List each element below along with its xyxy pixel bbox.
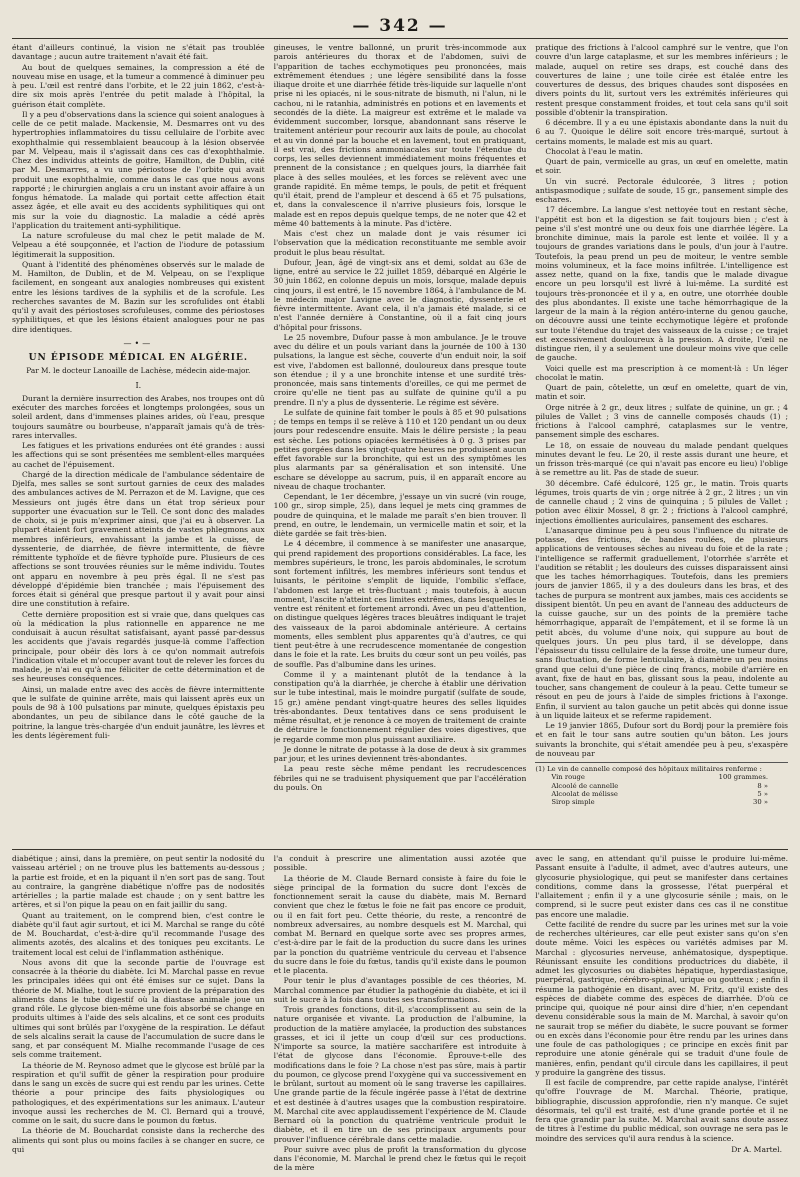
ingredient-quantity: 5 » (757, 789, 768, 798)
column-text (535, 854, 788, 1143)
paragraph: Le 25 novembre, Dufour passe à mon ambulance. Je le trouve avec du délire et un pouls variant dans la journée de 100 à 130 pulsations, la langue est sèche, couverte d'un enduit noir, la soif est vive, l'abdomen est ballonné, douloureux dans presque toute son étendue ; il y a une bronchite intense et une surdité très-prononcée, mais sans tintements d'oreilles, ce qui me permet de croire qu'elle ne tient pas au sulfate de quinine qu'il a pu prendre. Il n'y a plus de dyssenterie. Le régime est sévère. (273, 332, 527, 407)
footnote-recipe (535, 773, 788, 806)
column-text (274, 854, 527, 1173)
section-ornament: —•— (123, 338, 154, 348)
paragraph: Quant à l'identité des phénomènes observés sur le malade de M. Hamilton, de Dublin, et de M. Velpeau, on se l'explique facilement, en songeant aux analogies nombreuses qui existent entre les lésions tardives de la syphilis et de la scrofule. Les recherches savantes de M. Bazin sur les scrofulides ont établi qu'il y avait des périostoses scrofuleuses, comme des périostoses syphilitiques, et que les lésions étaient analogues pour ne pas dire identiques. (12, 259, 265, 334)
lower-column-3 (535, 854, 788, 1176)
paragraph: étant d'ailleurs continué, la vision ne s'était pas troublée davantage ; aucun autre traitement n'avait été fait. (12, 43, 265, 62)
paragraph: Pour suivre avec plus de profit la transformation du glycose dans l'économie, M. Marchal le prend chez le fœtus qui le reçoit de la mère (273, 1144, 527, 1173)
paragraph: avec le sang, en attendant qu'il puisse le produire lui-même. Passant ensuite à l'adulte, il admet, avec d'autres auteurs, une glycosurie physiologique, qui peut se manifester dans certaines conditions, comme dans la grossesse, l'état puerpéral et l'allaitement ; enfin il y a une glycosurie sénile ; mais, on le comprend, si le sucre peut exister dans ces cas il ne constitue pas encore une maladie. (535, 854, 788, 919)
footnote-intro: (1) Le vin de cannelle composé des hôpitaux militaires renferme : (535, 765, 762, 773)
ingredient-name: Sirop simple (551, 798, 595, 807)
ingredient-quantity: 30 » (753, 798, 768, 807)
paragraph: Voici quelle est ma prescription à ce moment-là : Un léger chocolat le matin. (535, 363, 788, 382)
paragraph: Cependant, le 1er décembre, j'essaye un vin sucré (vin rouge, 100 gr., sirop simple, 25), dans lequel je mets cinq grammes de poudre de quinquina, et le malade me paraît s'en bien trouver. Il prend, en outre, le lendemain, un vermicelle matin et soir, et la diète gardée se fait très-bien. (273, 492, 527, 538)
upper-column-2 (274, 43, 527, 845)
paragraph: pratique des frictions à l'alcool camphré sur le ventre, que l'on couvre d'un large cataplasme, et sur les membres inférieurs ; le malade, auquel on retire ses draps, est couché dans des couvertures de laine ; une toile cirée est étalée entre les couvertures de dessus, des briques chaudes sont disposées en divers points du lit, surtout vers les extrémités inférieures qui restent presque constamment froides, et tout cela sans qu'il soit possible d'obtenir la transpiration. (535, 43, 788, 117)
lower-column-2 (274, 854, 527, 1176)
paragraph: Pour tenir le plus d'avantages possible de ces théories, M. Marchal commence par étudier la pathogénie du diabète, et ici il suit le sucre à la fois dans toutes ses transformations. (273, 976, 527, 1004)
paragraph: diabétique ; ainsi, dans la première, on peut sentir la nodosité du vaisseau artériel ; on ne trouve plus les battements au-dessous ; la partie est froide, et en la piquant il n'en sort pas de sang. Tout au contraire, la gangrène diabétique n'offre pas de nodosités artérielles ; la partie malade est chaude ; on y sent battre les artères, et si l'on pique la peau on en fait jaillir du sang. (12, 854, 265, 910)
paragraph: Il y a peu d'observations dans la science qui soient analogues à celle de ce petit malade. Mackensie, M. Desmarres ont vu des hypertrophies inflammatoires du tissu cellulaire de l'orbite avec exophthalmie qui ressemblaient beaucoup à la lésion observée par M. Velpeau, mais il s'agissait dans ces cas d'exophthalmie. Chez des individus atteints de goitre, Hamilton, de Dublin, cité par M. Desmarres, a vu une périostose de l'orbite qui avait produit une exophthalmie, comme dans le cas que nous avons rapporté ; le chirurgien anglais a cru un instant avoir affaire à un fongus hématode. La malade qui portait cette affection était assez âgée, et elle avait eu des accidents syphilitiques qui ont mis sur la voie du diagnostic. La maladie a cédé après l'application du traitement anti-syphilitique. (12, 109, 265, 230)
paragraph: Il est facile de comprendre, par cette rapide analyse, l'intérêt qu'offre l'ouvrage de M. Marchal. Théorie, pratique, bibliographie, discussion approfondie, rien n'y manque. Ce sujet désormais, tel qu'il est traité, est d'une grande portée et il ne fera que grandir par la suite. M. Marchal avait sans doute assez de titres à l'estime du public médical, son ouvrage ne sera pas le moindre des services qu'il aura rendus à la science. (535, 1078, 788, 1143)
paragraph: Nous avons dit que la seconde partie de l'ouvrage est consacrée à la théorie du diabète. Ici M. Marchal passe en revue les principales idées qui ont été émises sur ce sujet. Dans la théorie de M. Mialhe, tout le sucre provient de la préparation des aliments dans le tube digestif où la diastase animale joue un grand rôle. Le glycose bien-même une fois absorbé se change en produits ultimes à l'aide des sels alcalins, et ce sont ces produits ultimes qui sont brûlés par l'oxygène de la respiration. Le défaut de sels alcalins serait la cause de l'accumulation de sucre dans le sang, et par conséquent M. Mialhe recommande l'usage de ces sels comme traitement. (12, 957, 265, 1060)
paragraph: Mais c'est chez un malade dont je vais résumer ici l'observation que la médication reconstituante me semble avoir produit le plus beau résultat. (273, 229, 527, 257)
paragraph: Le 4 décembre, il commence à se manifester une anasarque, qui prend rapidement des proportions considérables. La face, les membres supérieurs, le tronc, les parois abdominales, le scrotum sont fortement infiltrés, les membres inférieurs sont tendus et luisants, le péritoine s'emplit de liquide, l'ombilic s'efface, l'abdomen est large et très-fluctuant ; mais toutefois, à aucun moment, l'ascite n'atteint ces limites extrêmes, dans lesquelles le ventre est rénitent et fortement arrondi. Avec un peu d'attention, on distingue quelques légères traces bleuâtres indiquant le trajet des vaisseaux de la paroi abdominale antérieure. A certains moments, elles semblent plus apparentes qu'à d'autres, ce qui tient peut-être à une recrudescence momentanée de congestion dans le foie et la rate. Les bruits du cœur sont un peu voilés, pas de souffle. Pas d'albumine dans les urines. (273, 539, 527, 669)
horizontal-rule (12, 849, 788, 850)
column-text-before (12, 43, 265, 334)
paragraph: 30 décembre. Café édulcoré, 125 gr., le matin. Trois quarts légumes, trois quarts de vin ; orge nitrée à 2 gr., 2 litres ; un vin de cannelle chaud ; 2 vins de quinquina ; 5 pilules de Vallet ; potion avec élixir Mossel, 8 gr. 2 ; frictions à l'alcool camphré, injections émollientes auriculaires, pansement des eschares. (535, 478, 788, 525)
page-number: — 342 — (352, 16, 448, 36)
paragraph: 6 décembre. Il y a eu une épistaxis abondante dans la nuit du 6 au 7. Quoique le délire soit encore très-marqué, surtout à certains moments, le malade est mis au quart. (535, 118, 788, 146)
paragraph: L'anasarque diminue peu à peu sous l'influence du nitrate de potasse, des frictions, de bandes roulées, de plusieurs applications de ventouses sèches au niveau du foie et de la rate ; l'intelligence se raffermit graduellement, l'otorrhée s'arrête et l'audition se rétablit ; les douleurs des cuisses disparaissent ainsi que les taches hémorrhagiques. Toutefois, dans les premiers jours de janvier 1865, il y a des douleurs dans les bras, et des taches de purpura se montrent aux jambes, mais ces accidents se dissipent bientôt. Un peu en avant de l'anneau des adducteurs de la cuisse gauche, sur un des points de la première tache hémorrhagique, apparaît de l'empâtement, et il se forme là un petit abcès, du volume d'une noix, qui suppure au bout de quelques jours. Un peu plus tard, il se développe, dans l'épaisseur du tissu cellulaire de la fesse droite, une tumeur dure, sans fluctuation, de forme lenticulaire, à diamètre un peu moins grand que celui d'une pièce de cinq francs, mobile d'arrière en avant, fixe de haut en bas, glissant sous la peau, indolente au toucher, sans changement de couleur à la peau. Cette tumeur se résout en peu de jours à l'aide de simples frictions à l'axonge. Enfin, il survient au talon gauche un petit abcès qui donne issue à un liquide laiteux et se referme rapidement. (535, 525, 788, 720)
paragraph: Chargé de la direction médicale de l'ambulance sédentaire de Djelfa, mes salles se sont surtout garnies de ceux des malades des ambulances actives de M. Perrazon et de M. Lavigne, que ces Messieurs ont jugés être dans un état trop sérieux pour supporter une évacuation sur le Tell. Ce sont donc des malades de choix, si je puis m'exprimer ainsi, que j'ai eu à observer. La plupart étaient fort gravement atteints de vastes phlegmons aux membres inférieurs, envahissant la jambe et la cuisse, de dyssenterie, de diarrhée, de fièvre intermittente, de fièvre rémittente typhoïde et de fièvre typhoïde pure. Plusieurs de ces affections se sont trouvées réunies sur le même individu. Toutes ont apparu en novembre à peu près égal. Il ne s'est pas développé d'épidémie bien tranchée ; mais l'épuisement des forces était si général que presque partout il y avait pour ainsi dire une constitution à refaire. (12, 469, 265, 609)
paragraph: Je donne le nitrate de potasse à la dose de deux à six grammes par jour, et les urines deviennent très-abondantes. (273, 744, 527, 763)
recipe-line (551, 773, 788, 781)
paragraph: Un vin sucré. Pectorale édulcorée, 3 litres ; potion antispasmodique ; sulfate de soude, 15 gr., pansement simple des eschares. (535, 176, 788, 204)
column-text (535, 43, 788, 758)
lower-column-1 (12, 854, 265, 1176)
paragraph: 17 décembre. La langue s'est nettoyée tout en restant sèche, l'appétit est bon et la digestion se fait toujours bien ; c'est à peine s'il s'est montré une ou deux fois une diarrhée légère. La bronchite diminue, mais la parole est lente et voilée. Il y a toujours de grandes variations dans le pouls, d'un jour à l'autre. Toutefois, la peau prend un peu de moiteur, le ventre semble moins volumineux, et la face moins infiltrée. L'intelligence est assez nette, quand on la fixe, tandis que le malade divague encore un peu lorsqu'il est livré à lui-même. La surdité est toujours très-prononcée et il y a, en outre, une otorrhée double des plus abondantes. Il existe une tache hémorrhagique de la largeur de la main à la région antéro-interne du genou gauche, on découvre aussi une teinte ecchymotique légère et profonde sur toute l'étendue du trajet des vaisseaux de la cuisse ; ce trajet est excessivement douloureux à la pression. A droite, l'œil ne distingue rien, il y a seulement une douleur moins vive que celle de gauche. (535, 205, 788, 363)
recipe-line (551, 790, 788, 798)
paragraph: Au bout de quelques semaines, la compression a été de nouveau mise en usage, et la tumeur a commencé à diminuer peu à peu. L'œil est rentré dans l'orbite, et le 22 juin 1862, c'est-à-dire six mois après l'entrée du petit malade à l'hôpital, la guérison était complète. (12, 62, 265, 109)
paragraph: l'a conduit à prescrire une alimentation aussi azotée que possible. (273, 854, 527, 873)
paragraph: gineuses, le ventre ballonné, un prurit très-incommode aux parois antérieures du thorax et de l'abdomen, suivi de l'apparition de taches ecchymotiques peu prononcées, mais extrêmement étendues ; une légère sensibilité dans la fosse iliaque droite et une diarrhée fétide très-liquide sur laquelle n'ont prise ni les opiacés, ni le sous-nitrate de bismuth, ni l'alun, ni le cachou, ni le ratanhia, administrés en potions et en lavements et secondés de la diète. La maigreur est extrême et le malade va évidemment succomber, lorsque, abandonnant sans réserve le traitement antérieur pour recourir aux laits de poule, au chocolat et au vin donné par la bouche et en lavement, tout en pratiquant, il est vrai, des frictions ammoniacales sur toute l'étendue du corps, les selles deviennent immédiatement moins fréquentes et prennent de la consistance ; en quelques jours, la diarrhée fait place à des selles moulées, et les forces se relèvent avec une grande rapidité. En même temps, le pouls, de petit et fréquent qu'il était, prend de l'ampleur et descend à 65 et 75 pulsations, et, dans la convalescence il n'arrive plusieurs fois, lorsque le malade est en repos depuis quelque temps, de ne noter que 42 et même 40 battements à la minute. Pas d'ictère. (273, 43, 527, 228)
upper-columns (12, 43, 788, 845)
paragraph: Quart de pain, côtelette, un œuf en omelette, quart de vin, matin et soir. (535, 383, 788, 402)
paragraph: La théorie de M. Bouchardat consiste dans la recherche des aliments qui sont plus ou moins faciles à se changer en sucre, ce qui (12, 1126, 265, 1154)
ingredient-quantity: 100 grammes. (718, 773, 768, 782)
paragraph: Cette facilité de rendre du sucre par les urines met sur la voie de recherches ultérieures, car elle peut exister sans qu'on s'en doute même. Voici les espèces ou variétés admises par M. Marchal : glycosuries nerveuse, anhématosique, dyspeptique. Réunissant ensuite les conditions productrices du diabète, il admet les glycosuries ou diabètes hépatique, hyperdiastasique, puerpéral, gastrique, cérébro-spinal, urique ou goutteux ; enfin il résume la pathogénie en disant, avec M. Fritz, qu'il existe des espèces de diabète comme des espèces de diarrhée. D'où ce principe qui, quoique né pour ainsi dire d'hier, n'en cependant devenu considérable sous la main de M. Marchal, à savoir qu'on ne saurait trop se méfier du diabète, le sucre pouvant se former ou en excès dans l'économie pour être rendu par les urines dans une foule de cas pathologiques ; ce principe en excès finit par reproduire une atonie générale qui se traduit d'une foule de manières, enfin, pendant qu'il circule dans les capillaires, il peut y produire la gangrène des tissus. (535, 919, 788, 1077)
paragraph: La théorie de M. Claude Bernard consiste à faire du foie le siège principal de la formation du sucre dont l'excès de fonctionnement serait la cause du diabète, mais M. Bernard convient que chez le fœtus le foie ne fait pas encore ce produit, ou il en fait fort peu. Cette théorie, du reste, a rencontré de nombreux adversaires, au nombre desquels est M. Marchal, qui combat M. Bernard en quelque sorte avec ses propres armes, c'est-à-dire par le fait de la production du sucre dans les urines par la ponction du quatrième ventricule du cerveau et l'absence du sucre dans le foie du fœtus, tandis qu'il existe dans le poumon et le placenta. (273, 873, 527, 975)
upper-column-1 (12, 43, 265, 845)
paragraph: Orge nitrée à 2 gr., deux litres ; sulfate de quinine, un gr. ; 4 pilules de Vallet ; 3 vins de cannelle composés chauds (1) ; frictions à l'alcool camphré, cataplasmes sur le ventre, pansement simple des eschares. (535, 402, 788, 440)
paragraph: La théorie de M. Reynoso admet que le glycose est brûlé par la respiration et qu'il suffit de gêner la respiration pour produire dans le sang un excès de sucre qui est rendu par les urines. Cette théorie a pour principe des faits physiologiques ou pathologiques, et des expérimentations sur les animaux. L'auteur invoque aussi les recherches de M. Cl. Bernard qui a trouvé, comme on le sait, du sucre dans le poumon du fœtus. (12, 1060, 265, 1125)
author-signature: Dr A. Martel. (731, 1144, 782, 1154)
ingredient-name: Vin rouge (551, 773, 585, 782)
paragraph: Le sulfate de quinine fait tomber le pouls à 85 et 90 pulsations ; de temps en temps il se relève à 110 et 120 pendant un ou deux jours pour redescendre ensuite. Mais le délire persiste ; la peau est sèche. Les potions opiacées kermétisées à 0 g. 3 prises par petites gorgées dans les vingt-quatre heures ne produisent aucun effet favorable sur la bronchite, qui est un des symptômes les plus alarmants par sa généralisation et son intensité. Une eschare se développe au sacrum, puis, il en apparaît encore au niveau de chaque trochanter. (273, 407, 527, 491)
column-text (12, 854, 265, 1154)
paragraph: Quant au traitement, on le comprend bien, c'est contre le diabète qu'il faut agir surtout, et ici M. Marchal se range du côté de M. Bouchardat, c'est-à-dire qu'il recommande l'usage des aliments azotés, des alcalins et des toniques peu excitants. Le traitement local est celui de l'inflammation asthénique. (12, 910, 265, 957)
paragraph: Les fatigues et les privations endurées ont été grandes : aussi les affections qui se sont présentées me semblent-elles marquées au cachet de l'épuisement. (12, 441, 265, 469)
paragraph: La nature scrofuleuse du mal chez le petit malade de M. Velpeau a été soupçonnée, et l'action de l'iodure de potassium légitimerait la supposition. (12, 231, 265, 259)
paragraph: Comme il y a maintenant plutôt de la tendance à la constipation qu'à la diarrhée, je cherche à établir une dérivation sur le tube intestinal, mais le moindre purgatif (sulfate de soude, 15 gr.) amène pendant vingt-quatre heures des selles liquides très-abondantes. Deux tentatives dans ce sens produisent le même résultat, et je renonce à ce moyen de traitement de crainte de détruire le fonctionnement régulier des voies digestives, que je regarde comme mon plus puissant auxiliaire. (273, 669, 527, 744)
paragraph: Cette dernière proposition est si vraie que, dans quelques cas où la médication la plus rationnelle en apparence ne me conduisait à aucun résultat satisfaisant, ayant passé par-dessus les accidents que j'avais regardés jusque-là comme l'affection principale, pour obéir dès lors à ce qu'on nommait autrefois l'indication vitale et m'occuper avant tout de relever les forces du malade, je n'ai eu qu'à me féliciter de cette détermination et de ses heureuses conséquences. (12, 609, 265, 684)
footnote (535, 762, 788, 806)
paragraph: Dufour, Jean, âgé de vingt-six ans et demi, soldat au 63e de ligne, entré au service le 22 juillet 1859, débarqué en Algérie le 30 juin 1862, en colonne depuis un mois, lorsque, malade depuis cinq jours, il est entré, le 15 novembre 1864, à l'ambulance de M. le médecin major Lavigne avec le diagnostic, dyssenterie et fièvre intermittente. Avant cela, il n'a jamais été malade, si ce n'est l'année dernière à Constantine, où il a fait cinq jours d'hôpital pour frissons. (273, 257, 527, 332)
top-rule (12, 38, 788, 39)
paragraph: Ainsi, un malade entre avec des accès de fièvre intermittente que le sulfate de quinine arrête, mais qui laissent après eux un pouls de 98 à 100 pulsations par minute, quelques épistaxis peu abondantes, un peu de sibilance dans le côté gauche de la poitrine, la langue très-chargée d'un enduit jaunâtre, les lèvres et les dents légèrement fuli- (12, 684, 265, 740)
paragraph: Le 18, on essaie de nouveau du malade pendant quelques minutes devant le feu. Le 20, il reste assis durant une heure, et un frisson très-marqué (ce qui n'avait pas encore eu lieu) l'oblige à se remettre au lit. Pas de stade de sueur. (535, 440, 788, 478)
ingredient-quantity: 8 » (757, 781, 768, 790)
paragraph: Durant la dernière insurrection des Arabes, nos troupes ont dû exécuter des marches forcées et longtemps prolongées, sous un soleil ardent, dans d'immenses plaines arides, où l'eau, presque toujours saumâtre ou bourbeuse, n'apparaît jamais qu'à de très-rares intervalles. (12, 393, 265, 440)
paragraph: Chocolat à l'eau le matin. (545, 146, 643, 156)
lower-columns (12, 854, 788, 1176)
column-text (274, 43, 527, 792)
paragraph: La peau reste sèche même pendant les recrudescences fébriles qui ne se traduisent physiquement que par l'accélération du pouls. On (273, 764, 527, 792)
recipe-line (551, 782, 788, 790)
paragraph: Trois grandes fonctions, dit-il, s'accomplissent au sein de la nature organisée et vivante. La production de l'albumine, la production de la matière amylacée, la production des substances grasses, et ici il jette un coup d'œil sur ces productions. N'importe sa source, la matière saccharifère est introduite à l'état de glycose dans l'économie. Éprouve-t-elle des modifications dans le foie ? La chose n'est pas sûre, mais à partir du poumon, ce glycose prend l'oxygène qui va successivement en le brûlant, surtout au moment où le sang traverse les capillaires. Une grande partie de la fécule ingérée passe à l'état de dextrine et est destinée à d'autres usages que la combustion respiratoire. M. Marchal cite avec applaudissement l'expérience de M. Claude Bernard où la ponction du quatrième ventricule produit le diabète, et il en tire un de ses principaux arguments pour prouver l'influence cérébrale dans cette maladie. (273, 1005, 527, 1144)
article-byline: Par M. le docteur Lanoaille de Lachèse, médecin aide-major. (26, 366, 251, 376)
paragraph: Le 19 janvier 1865, Dufour sort du Bordj pour la première fois et en fait le tour sans autre soutien qu'un bâton. Les jours suivants la bronchite, qui s'était amendée peu à peu, s'exaspère de nouveau par (535, 721, 788, 758)
ingredient-name: Alcoolat de mélisse (551, 789, 618, 798)
ingredient-name: Alcoolé de cannelle (551, 781, 619, 790)
recipe-line (551, 798, 788, 806)
column-text-after (12, 394, 265, 740)
article-title: UN ÉPISODE MÉDICAL EN ALGÉRIE. (28, 353, 249, 363)
section-number: I. (135, 380, 142, 390)
paragraph: Quart de pain, vermicelle au gras, un œuf en omelette, matin et soir. (535, 157, 788, 176)
upper-column-3 (535, 43, 788, 845)
